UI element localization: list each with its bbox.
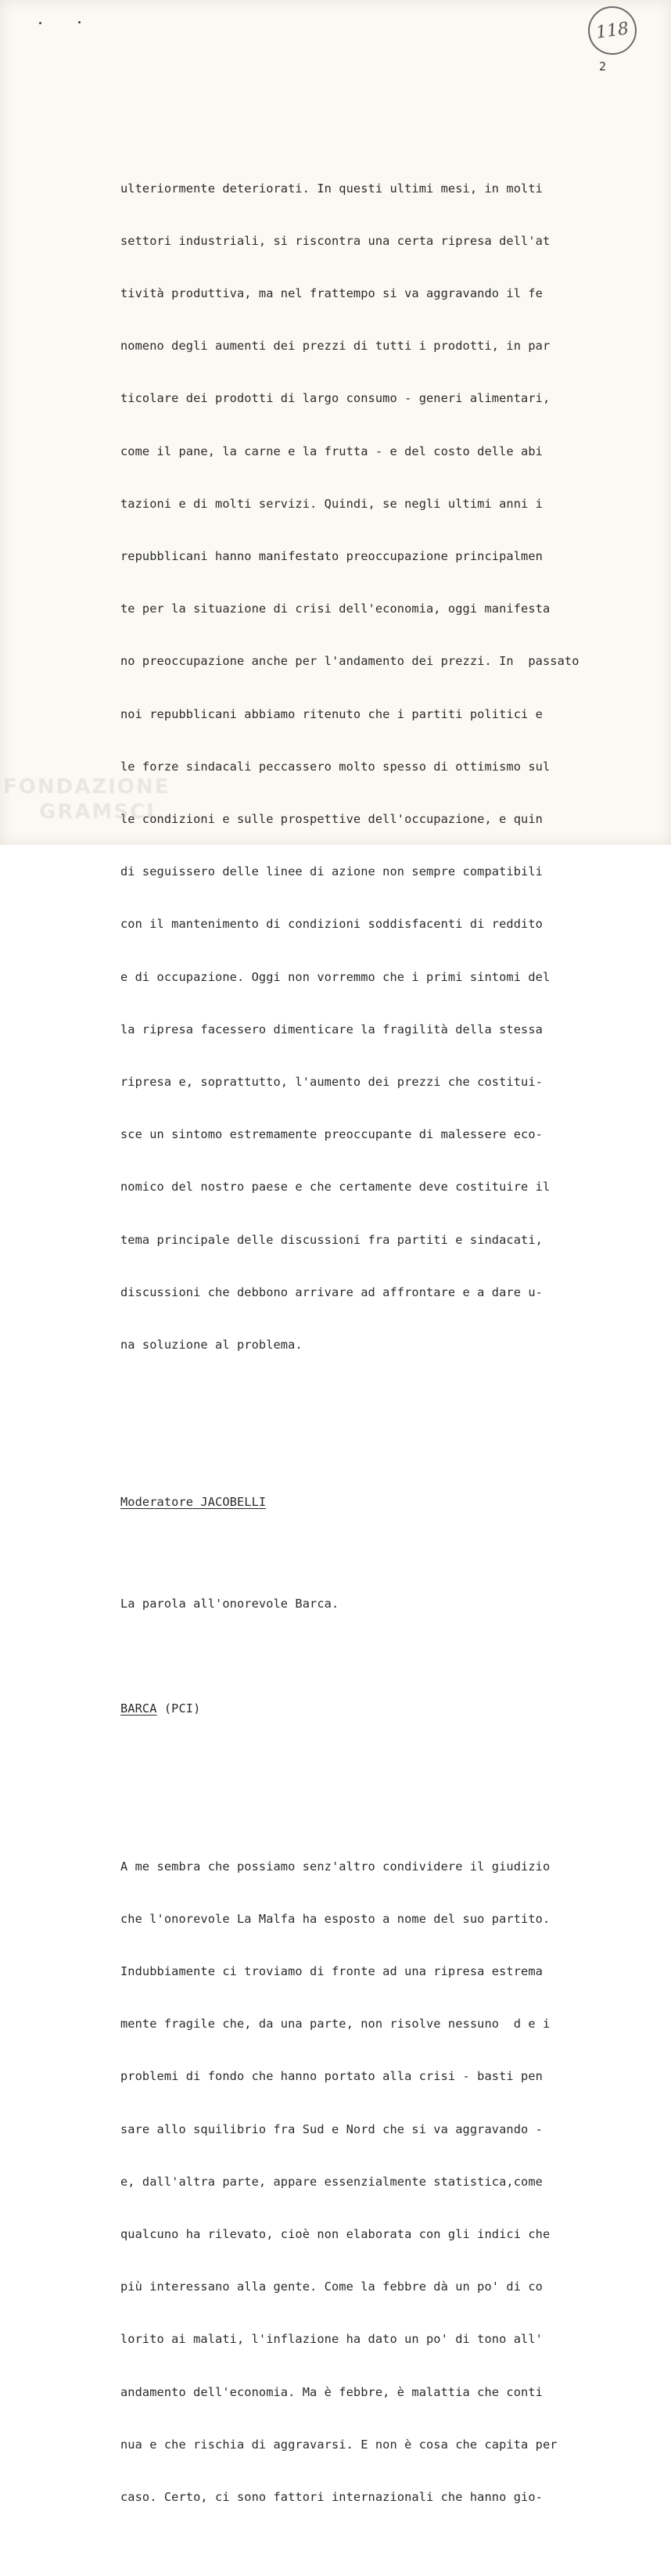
text-line: ulteriormente deteriorati. In questi ultimi mesi, in molti bbox=[120, 181, 543, 196]
page-number: 2 bbox=[599, 59, 607, 74]
paragraph-gap bbox=[120, 1442, 621, 1459]
moderator-heading: Moderatore JACOBELLI bbox=[120, 1495, 267, 1510]
folio-number: 118 bbox=[594, 18, 630, 43]
paragraph-1 bbox=[120, 145, 621, 1389]
text-line: come il pane, la carne e la frutta - e del costo delle abi bbox=[120, 444, 543, 458]
moderator-line: La parola all'onorevole Barca. bbox=[120, 1597, 339, 1611]
text-line: mente fragile che, da una parte, non risolve nessuno d e i bbox=[120, 2017, 551, 2032]
watermark bbox=[3, 774, 170, 825]
folio-stamp bbox=[585, 3, 640, 58]
speaker-name: BARCA bbox=[120, 1701, 157, 1716]
text-line: repubblicani hanno manifestato preoccupazione principalmen bbox=[120, 549, 543, 564]
text-line: qualcuno ha rilevato, cioè non elaborata con gli indici che bbox=[120, 2227, 551, 2242]
text-line: nomico del nostro paese e che certamente deve costituire il bbox=[120, 1180, 551, 1195]
text-line: e, dall'altra parte, appare essenzialmente statistica,come bbox=[120, 2174, 543, 2189]
text-line: settori industriali, si riscontra una certa ripresa dell'at bbox=[120, 233, 551, 248]
text-line: no preoccupazione anche per l'andamento dei prezzi. In passato bbox=[120, 654, 580, 669]
text-line: andamento dell'economia. Ma è febbre, è malattia che conti bbox=[120, 2384, 543, 2399]
text-line: tema principale delle discussioni fra partiti e sindacati, bbox=[120, 1232, 543, 1247]
text-line: le condizioni e sulle prospettive dell'occupazione, e quin bbox=[120, 812, 543, 827]
scan-speck bbox=[78, 21, 81, 23]
watermark-line: FONDAZIONE bbox=[3, 775, 170, 799]
text-line: con il mantenimento di condizioni soddisfacenti di reddito bbox=[120, 917, 543, 932]
paragraph-2 bbox=[120, 1823, 621, 2541]
text-line: e di occupazione. Oggi non vorremmo che i primi sintomi del bbox=[120, 969, 551, 984]
text-line: Indubbiamente ci troviamo di fronte ad una ripresa estrema bbox=[120, 1964, 543, 1978]
text-line: ripresa e, soprattutto, l'aumento dei prezzi che costitui- bbox=[120, 1075, 543, 1090]
text-line: ticolare dei prodotti di largo consumo - generi alimentari, bbox=[120, 391, 551, 406]
text-line: noi repubblicani abbiamo ritenuto che i partiti politici e bbox=[120, 706, 543, 721]
text-line: tività produttiva, ma nel frattempo si va aggravando il fe bbox=[120, 286, 543, 301]
scan-speck bbox=[39, 22, 41, 24]
text-line: le forze sindacali peccassero molto spesso di ottimismo sul bbox=[120, 759, 551, 774]
text-line: la ripresa facessero dimenticare la fragilità della stessa bbox=[120, 1022, 543, 1037]
transcript-body bbox=[120, 110, 621, 2576]
text-line: nua e che rischia di aggravarsi. E non è cosa che capita per bbox=[120, 2437, 558, 2452]
speaker-party: (PCI) bbox=[156, 1701, 201, 1716]
paragraph-gap bbox=[120, 1547, 621, 1561]
text-line: tazioni e di molti servizi. Quindi, se negli ultimi anni i bbox=[120, 496, 543, 511]
text-line: caso. Certo, ci sono fattori internazionali che hanno gio- bbox=[120, 2490, 543, 2505]
text-line: te per la situazione di crisi dell'economia, oggi manifesta bbox=[120, 602, 551, 616]
text-line: sare allo squilibrio fra Sud e Nord che si va aggravando - bbox=[120, 2122, 543, 2136]
paragraph-gap bbox=[120, 1753, 621, 1770]
text-line: che l'onorevole La Malfa ha esposto a nome del suo partito. bbox=[120, 1911, 551, 1926]
text-line: sce un sintomo estremamente preoccupante di malessere eco- bbox=[120, 1127, 543, 1142]
paragraph-gap bbox=[120, 1648, 621, 1665]
text-line: problemi di fondo che hanno portato alla crisi - basti pen bbox=[120, 2069, 543, 2084]
text-line: discussioni che debbono arrivare ad affrontare e a dare u- bbox=[120, 1284, 543, 1299]
text-line: A me sembra che possiamo senz'altro condividere il giudizio bbox=[120, 1859, 551, 1874]
text-line: na soluzione al problema. bbox=[120, 1338, 303, 1353]
speaker-heading bbox=[120, 1700, 621, 1717]
watermark-line: GRAMSCI bbox=[39, 800, 156, 824]
text-line: di seguissero delle linee di azione non sempre compatibili bbox=[120, 864, 543, 879]
text-line: nomeno degli aumenti dei prezzi di tutti i prodotti, in par bbox=[120, 339, 551, 354]
text-line: più interessano alla gente. Come la febbre dà un po' di co bbox=[120, 2280, 543, 2294]
text-line: lorito ai malati, l'inflazione ha dato un po' di tono all' bbox=[120, 2332, 543, 2347]
